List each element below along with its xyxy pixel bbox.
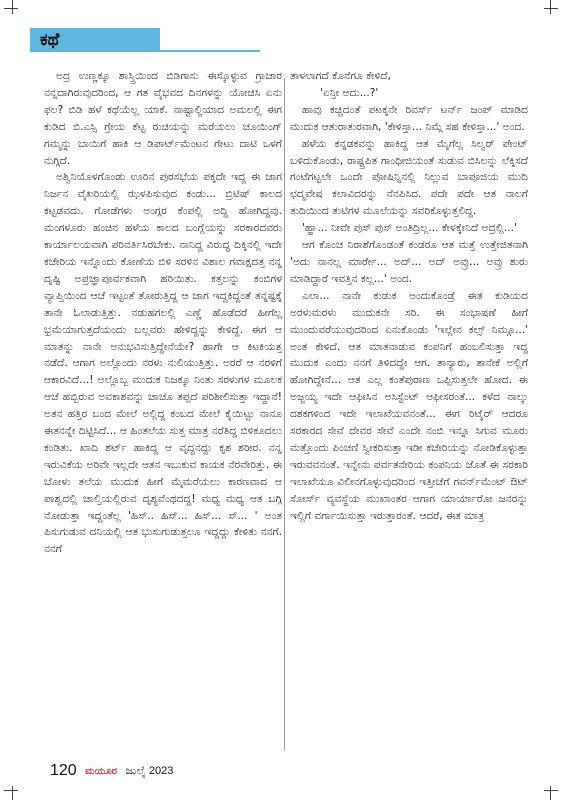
crop-mark: [550, 786, 551, 800]
article-column-right: [290, 68, 528, 758]
issue-date: ಜುಲೈ 2023: [125, 764, 174, 777]
crop-mark: [544, 790, 558, 791]
magazine-logo: ಮಯೂರ: [85, 765, 118, 777]
paragraph: ಹಳೆಯ ಕನ್ನಡಕವನ್ನು ಹಾಕಿದ್ದ ಆತ ಮೈಗೆಲ್ಲ ಸಿಲ್ವರ್ ಪೇಂಟ್ ಬಳಿದುಕೊಂಡು, ರಾಷ್ಟ್ರಪಿತ ಗಾಂಧೀಜಿಯಂತೆ ಸುಡುವ ಬಿಸಿಲನ್ನು ಲೆಕ್ಕಿಸದೆ ಗಂಟೆಗಟ್ಟಲೇ ಒಂದೇ ಪೋಷಿನ್ನಿನಲ್ಲಿ ನಿಲ್ಲುವ ಬಾಪೂಜಿಯ ಮುದಿ ಛದ್ಮವೇಷ ಕಲಾವಿದರನ್ನು ನೆನಪಿಸಿದ. ಪದೇ ಪದೇ ಆತ ನಾಲಗೆ ತುದಿಯಿಂದ ತುಟಿಗಳ ಮೂಲೆಯನ್ನು ಸವರಿಕೊಳ್ಳುತ್ತಲಿದ್ದ.: [290, 137, 528, 218]
crop-mark: [4, 790, 18, 791]
crop-mark: [544, 8, 558, 9]
dialogue-line: 'ಏನ್ರೀ ಅದು...?': [320, 86, 379, 99]
crop-mark: [4, 8, 18, 9]
paragraph: ತಾಳಲಾಗದೆ ಕೊನೆಗೂ ಕೇಳಿದೆ,: [290, 70, 391, 82]
crop-mark: [550, 0, 551, 14]
dialogue-line: 'ಹ್ಹಾ... ನೀವೇ ಪುಸ್ ಪುಸ್ ಅಂತಿದ್ರಿಲ್ಲ... ಕೇಳಕ್ಕೇನಿದೆ ಅದ್ರಲ್ಲಿ...': [302, 222, 517, 235]
paragraph: ಅದ್ರ ಉಣ್ಣಕ್ಕೂ ಶಾಸ್ತ್ರಿಯಿಂದ ಬಿಡಿಗಾಸು ಈಸ್ಕೊಳ್ಳುವ ಗ್ರಾಚಾರ ನನ್ನದಾಗಿರುವುದರಿಂದ, ಆ ಗತ ವೈಭವದ ದಿನಗಳನ್ನು ಯೋಚಿಸಿ ಏನು ಫಲ? ಬಿಡಿ ಹಳೆ ಕಥೆಯೆಲ್ಲ ಯಾಕೆ. ನಾಷ್ಟಾಲ್ಜಿಯಾದ ಅಮಲಲ್ಲಿ ಈಗ ಕುಡಿದ ಬಿ.ಎಸ್ಸಿ ಗ್ರೇಯ ಕೆಟ್ಟ ರುಚಿಯನ್ನು ಮರೆಯಲು ಚೂಯಿಂಗ್ ಗಮ್ಮನ್ನು ಬಾಯಿಗೆ ಹಾಕಿ ಆ ಡಿಪಾರ್ಟ್‌ಮೆಂಟನ ಗೇಟು ದಾಟಿ ಒಳಗೆ ನುಗ್ಗಿದೆ.: [44, 70, 282, 167]
page-footer: [50, 762, 300, 780]
section-title: ಕಥೆ: [40, 30, 60, 50]
paragraph: ಎಲಾ... ನಾನೇ ಕುಡುಕ ಅಂದುಕೊಂಡ್ರೆ ಈತ ಕುಡಿಯದ ಅರಳುಮರಳು ಮುದುಕನೇ ಸರಿ. ಈ ಸಂಭಾಷಣೆ ಹೀಗೆ ಮುಂದುವರೆಯುವುದರಿಂದ ಏನುಕೊಂಡು 'ಇಲ್ಲೇನ ಕಲ್ಸ್ ನಿಮ್ಗೂ...' ಅಂತ ಕೇಳಿದೆ. ಆತ ಮಾತನಾಡುವ ಕಂಪನಿಗೆ ಹಂಬಲಿಸುತ್ತಾ ಇದ್ದ ಮುದುಕ ಎಂದು ನನಗೆ ತಿಳಿದದ್ದೇ ಆಗ. ತಾನ್ಯಾರು, ತಾನೇಕೆ ಅಲ್ಲಿಗೆ ಹೋಗಿದ್ದೇನೆ... ಆತ ಎಲ್ಲ ಕಂತೆಪುರಾಣ ಒಪ್ಪಿಸುತ್ತಲೇ ಹೋದ. ಈ ಅಜ್ಜಯ್ಯ ಇದೇ ಆಫೀಸಿನ ಅಸಿಸ್ಟೆಂಟ್ ಆಫೀಸರಂತೆ... ಕಳೆದ ನಾಲ್ಕು ದಶಕಗಳಿಂದ ಇದೇ ಇಲಾಖೆಯವನಂತೆ... ಈಗ ರಿಟೈರ್ ಆದರೂ ಸರಕಾರದ ಸೇವೆ ದೇವರ ಸೇವೆ ಎಂದೇ ನಂಬಿ ಇನ್ನೂ ಸಿಗುವ ಮೂರು ಮತ್ತೊಂದು ಪಿಂಚಣಿ ಸ್ವೀಕರಿಸುತ್ತಾ ಇಡೀ ಕಚೇರಿಯನ್ನು ನೋಡಿಕೊಳ್ಳುತ್ತಾ ಇರುವವನಂತೆ. ಇನ್ನೇನು ಪರ್ವತನೇರಿಯ ಕಂಪನಿಯ ಜೊತೆ ಈ ಸರಕಾರಿ ಇಲಾಖೆಯೂ ವಿಲೀನಗೊಳ್ಳುವುದರಿಂದ ಇತ್ತೀಚೆಗೆ ಗವರ್ನ್‌ಮೆಂಟ್ ಔಟ್ ಸೋರ್ಸ್ ವ್ಯವಸ್ಥೆಯ ಮುಖಾಂತರ ಆಗಾಗ ಯಾರ್ಯಾರೋ ಜನರನ್ನು ಇಲ್ಲಿಗೆ ವರ್ಗಾಯಿಸುತ್ತಾ ಇರುತ್ತಾರಂತೆ. ಆದರೆ, ಈತ ಮಾತ್ರ: [290, 289, 528, 522]
column-divider: [284, 78, 285, 750]
crop-mark: [12, 0, 13, 14]
paragraph: ಹಾವು ಕಚ್ಚಿದಂತೆ ಪಟಕ್ಕನೇ ರಿವರ್ಸ್ ಟರ್ನ್ ಜಂಪ್ ಮಾಡಿದ ಮುದುಕ ಆತುರಾತುರವಾಗಿ, 'ಕೇಳಿಸ್ತಾ... ನಿಮ್ಗೆ ಸಹ ಕೇಳಿಸ್ತಾ...' ಅಂದ.: [290, 103, 528, 133]
crop-mark: [12, 786, 13, 800]
article-column-left: [44, 68, 282, 758]
section-header-rule: [30, 50, 260, 52]
paragraph: ಅಶ್ವಿನಿಯೊಳಗೊಂಡು ಊರಿನ ಪುರಸಭೆಯ ಪಕ್ಕದೇ ಇದ್ದ ಈ ಜಾಗ ನಿರ್ಜನ ವೈಖರಿಯಲ್ಲಿ ಝಳಪಿಸುವುದ ಕಂಡು... ಬ್ರಿಟಿಷ್ ಕಾಲದ ಕಟ್ಟಡವದು. ಗೋಡೆಗಳು ಅಂಗ್ಗರ ಕೆಂಪಲ್ಲಿ ಅದ್ದಿ ಹೋಗಿದ್ದವು. ಮಂಗಳೂರು ಹಂಚಿನ ಹಳೆಯ ಕಾಲದ ಬಂಗ್ಲೆಯನ್ನು ಸರಕಾರದವರು ಕಾರ್ಯಾಲಯವಾಗಿ ಪರಿವರ್ತಿಸಿರಬೇಕು. ನಾನಿದ್ದ ವಿರುದ್ಧ ದಿಕ್ಕಿನಲ್ಲಿ ಇದೇ ಕಚೇರಿಯ ಇನ್ನೊಂದು ಕೋಣೆಯ ಬಿಳಿ ಸರಳಿನ ವಿಶಾಲ ಗವಾಕ್ಷದತ್ತ ನನ್ನ ದೃಷ್ಟಿ ಅಪ್ರಜ್ಞಾಪೂರ್ವಕವಾಗಿ ಹರಿಯಿತು. ಕತ್ತಲನ್ನು ಕಂಬಿಗಳ ವ್ಯಾಪ್ತಿಯಿಂದ ಆಚೆ ಇಟ್ಟಂತೆ ತೋರುತ್ತಿದ್ದ ಆ ಜಾಗ ಇದ್ದಕಿದ್ದಂತೆ ತನ್ನಷ್ಟಕ್ಕೆ ತಾನೇ ಓಲಾಡುತ್ತಿತ್ತು. ನಡುಹಗಲಲ್ಲಿ ಎಣ್ಣೆ ಹೊಡೆದರೆ ಹೀಗೆಲ್ಲ ಭ್ರಮೆಯಾಗುತ್ತದೆಯಂದು ಬಲ್ಲವರು ಹೇಳಿದ್ದನ್ನು ಕೇಳಿದ್ದೆ. ಈಗ ಆ ಮಾತನ್ನು ನಾನೇ ಅನುಭವಿಸುತ್ತಿದ್ದೇನೆಯೇ? ಹಾಗೇ ಆ ಕಿಟಕಿಯತ್ತ ನಡೆದೆ. ಆಗಾಗ ಅಲ್ಲೊಂದು ನರಳು ನುಲಿಯುತ್ತಿತ್ತು. ಅರರೆ ಆ ನರಳಿಗೆ ಆಕಾರವಿದೆ...! ಅಲ್ಲೊಬ್ಬ ಮುದುಕ ನಿಜಕ್ಕೂ ನಿಂತು ಸರಳುಗಳ ಮೂಲಕ ಆಚೆ ಹಬ್ಬಿರುವ ಅವಕಾಶವನ್ನು ಚಾಚೂ ತಪ್ಪದೆ ಪರಿಶೀಲಿಸುತ್ತಾ ಇದ್ದಾನೆ! ಅತನ ಹತ್ತಿರ ಬಂದ ಮೇಲೆ ಅಲ್ಲಿದ್ದ ಕಂಬದ ಮೇಲೆ ಕೈಯಿಟ್ಟು ನಾನೂ ಈತನನ್ನೇ ದಿಟ್ಟಿಸಿದೆ... ಆ ಹಿಂತಲೆಯ ಸುತ್ತ ಮಾತ್ರ ನರೆತಿದ್ದ ಬಿಳಿಕೂದಲು ಕಂಡಿತು. ಖಾದಿ ಶರ್ಟ್ ಹಾಕಿದ್ದ ಆ ವೃದ್ಧನದ್ದು ಕೃಶ ಶರೀರ. ನನ್ನ ಇರುವಿಕೆಯ ಅರಿವೇ ಇಲ್ಲದೇ ಆತನ ಇಬುಕುವ ಕಾಯಕ ನೆರವೇರಿತ್ತು. ಈ ಬೋಳು ತಲೆಯ ಮುದುಕ ಹೀಗೆ ಮೈಮರೆಯಲು ಕಾರಣವಾದ ಆ ಪಾಶ್ವದಲ್ಲಿ ಚಾಲ್ತಿಯಲ್ಲಿರುವ ದೃಶ್ಯವೆಂಥದದ್ದ! ಮಧ್ಯ ಮಧ್ಯ ಆತ ಬಗ್ಗಿ ನೋಡುತ್ತಾ ಇದ್ದಂತೆಲ್ಲ 'ಹಿಸ್.. ಹಿಸ್... ಹಿಸ್... ಸ್... ' ಅಂತ ಪಿಸುಗುಡುವ ದನಿಯಲ್ಲಿ ಆತ ಭುಸುಗುಡುತ್ತಲೂ ಇದ್ದದ್ದು ಕೇಳಿತು ನನಗೆ. ನನಗೆ: [44, 171, 282, 556]
section-header: [30, 28, 260, 58]
page-number: 120: [50, 762, 77, 779]
paragraph: ಆಗ ಕೊಂಚ ನಿರಾಶೆಗೊಂಡಂತೆ ಕಂಡರೂ ಆತ ಮತ್ತೆ ಉತ್ತೇಜಿತನಾಗಿ 'ಅದು ನಾನಲ್ಲ ಮಾರ್ರೇ... ಅದ್... ಅದ್ ಅವ್ರು... ಅವ್ರು ಶುರು ಮಾಡಿದ್ದಾರೆ ಇವತ್ತಿನ ಕಲ್ಲ...' ಅಂದ.: [290, 239, 528, 285]
